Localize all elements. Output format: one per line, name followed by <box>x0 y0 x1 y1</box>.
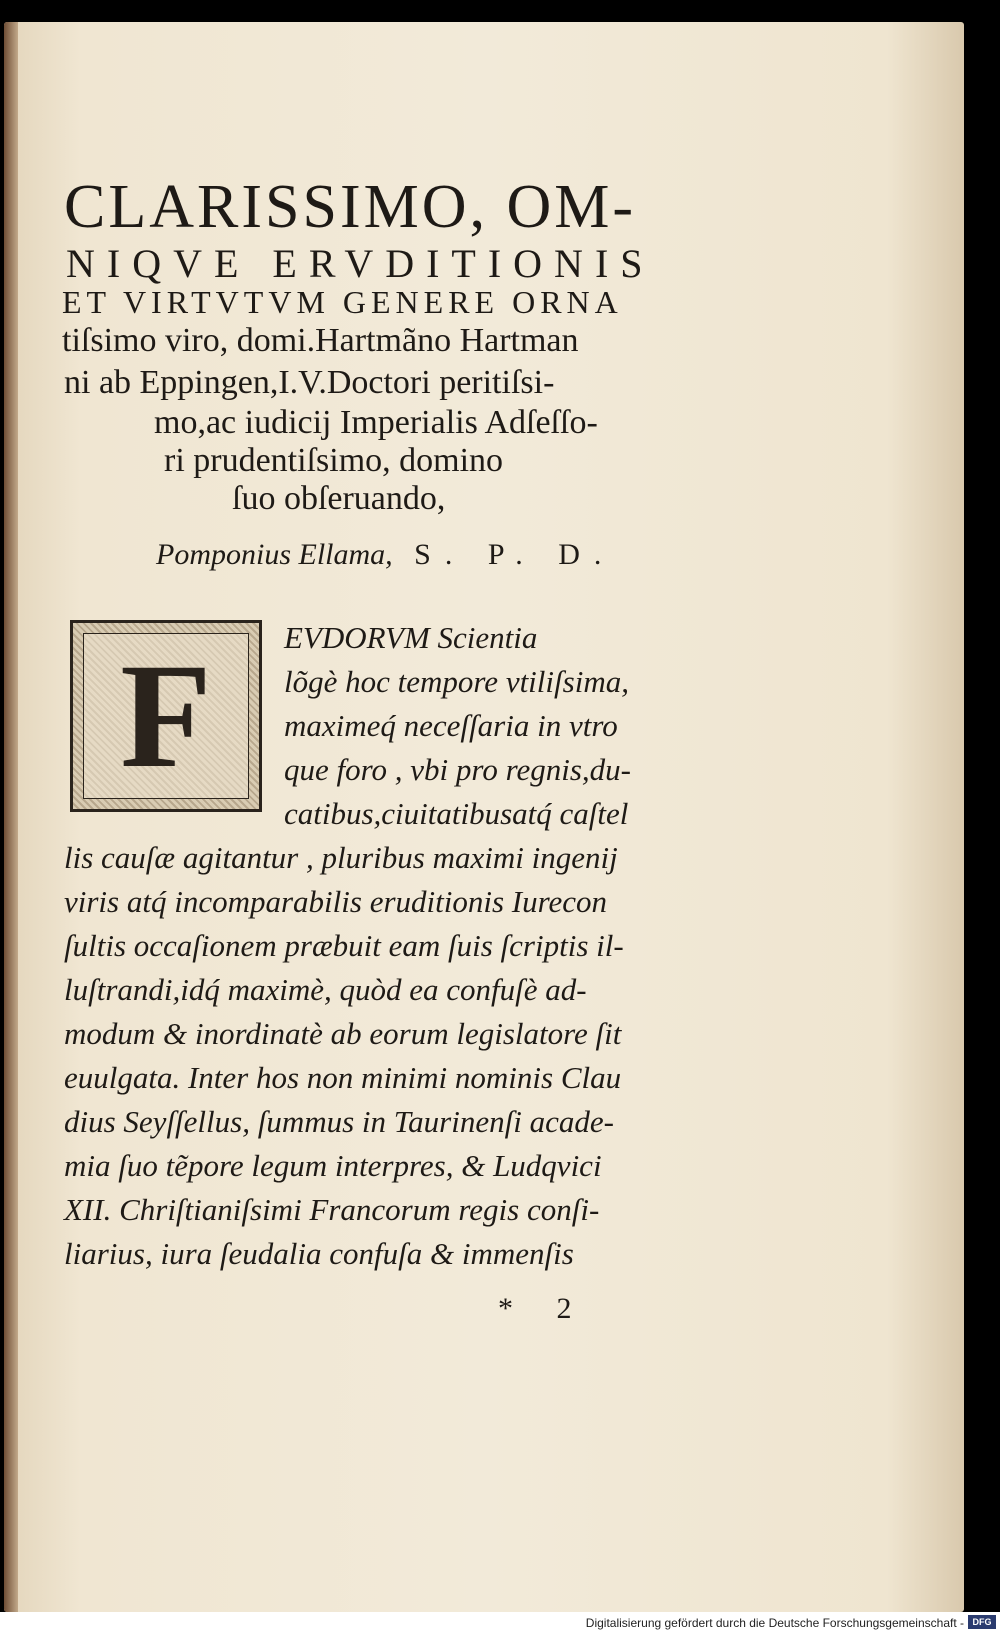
dedication-line-1: tiſsimo viro, domi.Hartmãno Hartman <box>62 322 579 359</box>
body-line: euulgata. Inter hos non minimi nominis Clau <box>64 1060 622 1095</box>
body-line: catibus,ciuitatibusatq́ caſtel <box>284 796 629 831</box>
salutation-author: Pomponius Ellama, <box>156 538 393 571</box>
dedication-line-4: ri prudentiſsimo, domino <box>164 442 504 479</box>
dedication-line-3: mo,ac iudicij Imperialis Adſeſſo- <box>154 404 598 441</box>
body-line: mia ſuo tẽpore legum interpres, & Ludqvici <box>64 1148 602 1183</box>
initial-letter: F <box>83 633 249 799</box>
body-line: dius Seyſſellus, ſummus in Taurinenſi acade- <box>64 1104 614 1139</box>
salutation <box>156 538 615 572</box>
body-line: maximeq́ neceſſaria in vtro <box>284 708 618 743</box>
body-line: viris atq́ incomparabilis eruditionis Iurecon <box>64 884 608 919</box>
body-line: lis cauſæ agitantur , pluribus maximi ingenij <box>64 840 618 875</box>
dedication-line-2: ni ab Eppingen,I.V.Doctori peritiſsi- <box>64 364 555 401</box>
heading-line-3: ET VIRTVTVM GENERE ORNA <box>62 284 623 320</box>
body-line: que foro , vbi pro regnis,du- <box>284 752 631 787</box>
body-line: lõgè hoc tempore vtiliſsima, <box>284 664 629 699</box>
page-binding-edge <box>4 22 18 1612</box>
footer-credit: Digitalisierung gefördert durch die Deutsche Forschungsgemeinschaft - <box>585 1616 964 1630</box>
dfg-logo: DFG <box>968 1615 996 1629</box>
salutation-spd: S. P. D. <box>414 538 616 571</box>
heading-line-2: NIQVE ERVDITIONIS <box>66 241 655 286</box>
book-page <box>4 22 964 1612</box>
heading-line-1: CLARISSIMO, OM- <box>64 173 637 241</box>
body-line: luſtrandi,idq́ maximè, quòd ea confuſè ad- <box>64 972 587 1007</box>
body-line: liarius, iura ſeudalia confuſa & immenſis <box>64 1236 574 1271</box>
body-line: XII. Chriſtianiſsimi Francorum regis conſi- <box>64 1192 600 1227</box>
digitization-footer <box>0 1612 1000 1634</box>
body-line: ſultis occaſionem præbuit eam ſuis ſcriptis il- <box>64 928 624 963</box>
body-line: modum & inordinatè ab eorum legislatore ſit <box>64 1016 622 1051</box>
dedication-line-5: ſuo obſeruando, <box>232 480 446 517</box>
body-line: EVDORVM Scientia <box>284 620 538 655</box>
signature-mark: * 2 <box>498 1292 590 1325</box>
decorated-initial <box>70 620 262 812</box>
